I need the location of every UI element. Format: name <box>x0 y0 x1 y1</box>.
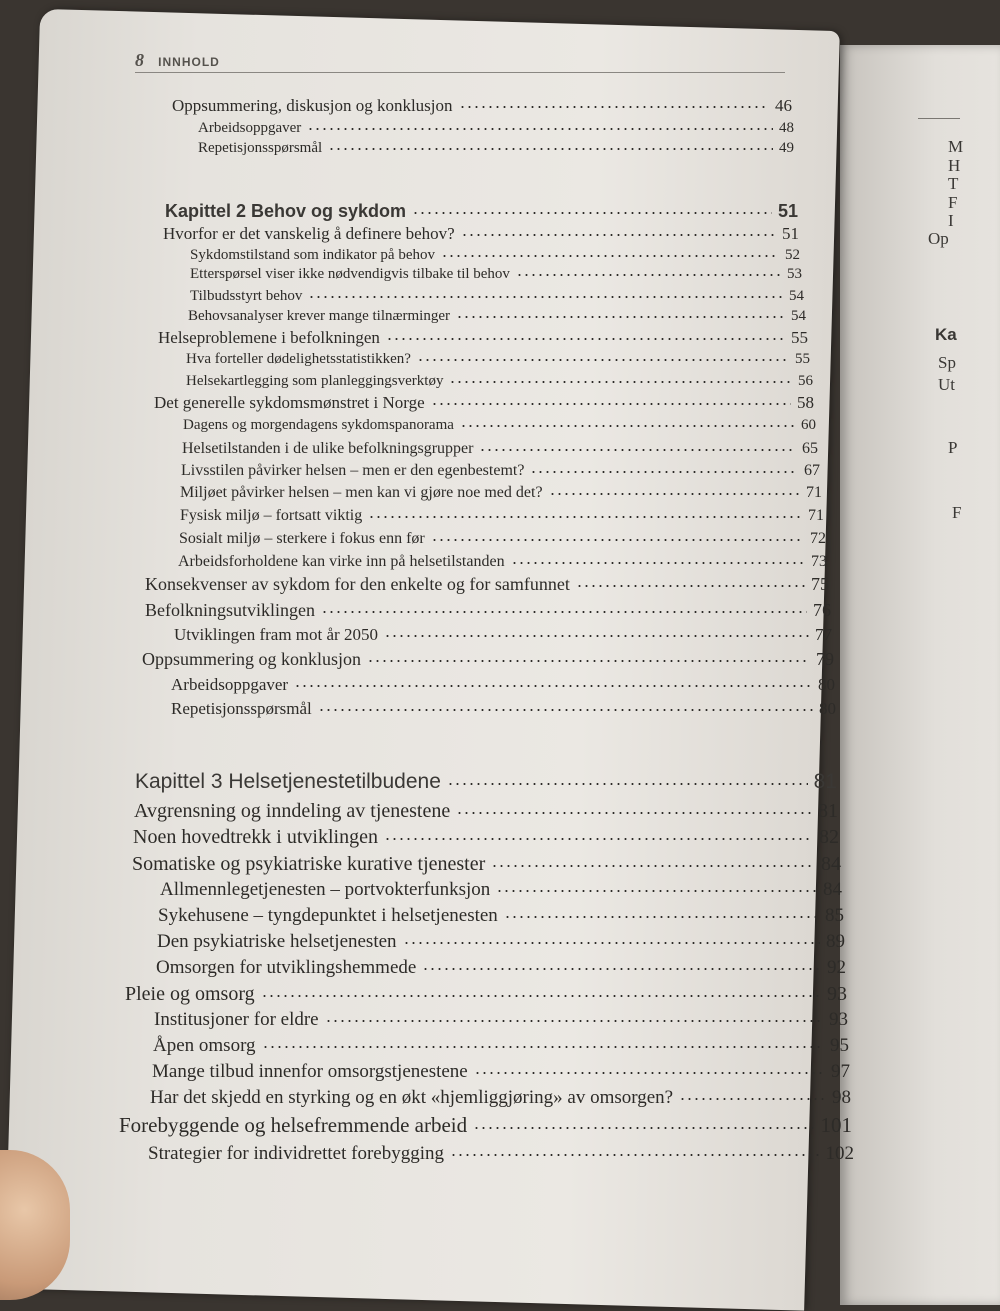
facing-fragment: H <box>948 156 961 175</box>
toc-entry: Institusjoner for eldre 93 <box>154 1006 848 1031</box>
toc-entry: Allmennlegetjenesten – portvokterfunksjon 84 <box>160 876 842 901</box>
toc-entry: Utviklingen fram mot år 2050 77 <box>174 625 832 644</box>
toc-entry: Pleie og omsorg 93 <box>125 980 847 1006</box>
toc-entry: Har det skjedd en styrking og en økt «hjemliggjøring» av omsorgen? 98 <box>150 1084 851 1109</box>
toc-entry: Helsetilstanden i de ulike befolkningsgrupper 65 <box>182 437 818 458</box>
facing-fragment: T <box>948 174 959 193</box>
running-header <box>135 50 785 73</box>
toc-entry: Fysisk miljø – fortsatt viktig 71 <box>180 504 824 525</box>
toc-entry: Omsorgen for utviklingshemmede 92 <box>156 954 846 979</box>
toc-entry: Den psykiatriske helsetjenesten 89 <box>157 928 845 953</box>
facing-fragment: M <box>948 137 964 156</box>
toc-entry: Oppsummering og konklusjon 79 <box>142 649 834 669</box>
toc-entry: Det generelle sykdomsmønstret i Norge 58 <box>154 393 814 412</box>
toc-entry: Helseproblemene i befolkningen 55 <box>158 328 808 347</box>
toc-entry: Oppsummering, diskusjon og konklusjon 46 <box>172 96 792 115</box>
toc-entry: Miljøet påvirker helsen – men kan vi gjøre noe med det? 71 <box>180 481 822 502</box>
toc-entry: Arbeidsoppgaver 80 <box>171 675 835 694</box>
toc-entry: Konsekvenser av sykdom for den enkelte og for samfunnet 75 <box>145 574 829 594</box>
toc-entry: Hvorfor er det vanskelig å definere behov? 51 <box>163 224 799 243</box>
toc-entry: Dagens og morgendagens sykdomspanorama 60 <box>183 414 816 434</box>
toc-entry: Arbeidsoppgaver 48 <box>198 117 794 137</box>
facing-fragment: Ut <box>938 375 955 394</box>
toc-entry: Noen hovedtrekk i utviklingen 82 <box>133 823 839 849</box>
toc-entry: Befolkningsutviklingen 76 <box>145 600 831 620</box>
toc-entry: Forebyggende og helsefremmende arbeid 101 <box>119 1113 852 1137</box>
facing-fragment: F <box>952 503 962 522</box>
toc-entry: Somatiske og psykiatriske kurative tjenester 84 <box>132 850 841 876</box>
facing-fragment: I <box>948 211 954 230</box>
running-title: INNHOLD <box>158 55 220 69</box>
toc-entry: Hva forteller dødelighetsstatistikken? 55 <box>186 348 810 368</box>
chapter-heading: Kapittel 3 Helsetjenestetilbudene 81 <box>135 767 837 794</box>
facing-fragment: F <box>948 193 958 212</box>
toc-entry: Mange tilbud innenfor omsorgstjenestene 97 <box>152 1058 850 1083</box>
facing-page <box>840 45 1000 1305</box>
facing-page-rule <box>918 118 960 119</box>
facing-fragment: Sp <box>938 353 956 372</box>
facing-fragment: Op <box>928 229 949 248</box>
toc-entry: Sykdomstilstand som indikator på behov 52 <box>190 244 800 264</box>
toc-entry: Åpen omsorg 95 <box>153 1032 849 1057</box>
toc-entry: Helsekartlegging som planleggingsverktøy 56 <box>186 370 813 390</box>
facing-fragment: Ka <box>935 325 957 344</box>
toc-entry: Tilbudsstyrt behov 54 <box>190 285 804 305</box>
toc-entry: Sosialt miljø – sterkere i fokus enn før 72 <box>179 527 826 548</box>
toc-entry: Behovsanalyser krever mange tilnærminger 54 <box>188 305 806 325</box>
chapter-heading: Kapittel 2 Behov og sykdom 51 <box>165 201 798 221</box>
toc-entry: Livsstilen påvirker helsen – men er den egenbestemt? 67 <box>181 459 820 480</box>
facing-fragment: P <box>948 438 958 457</box>
page-number: 8 <box>135 50 144 70</box>
toc-entry: Etterspørsel viser ikke nødvendigvis tilbake til behov 53 <box>190 263 802 283</box>
toc-entry: Avgrensning og inndeling av tjenestene 81 <box>134 797 838 823</box>
toc-entry: Arbeidsforholdene kan virke inn på helsetilstanden 73 <box>178 550 827 571</box>
toc-entry: Strategier for individrettet forebygging 102 <box>148 1140 854 1165</box>
toc-entry: Sykehusene – tyngdepunktet i helsetjenesten 85 <box>158 902 844 927</box>
toc-entry: Repetisjonsspørsmål 49 <box>198 137 794 157</box>
toc-entry: Repetisjonsspørsmål 80 <box>171 699 836 718</box>
